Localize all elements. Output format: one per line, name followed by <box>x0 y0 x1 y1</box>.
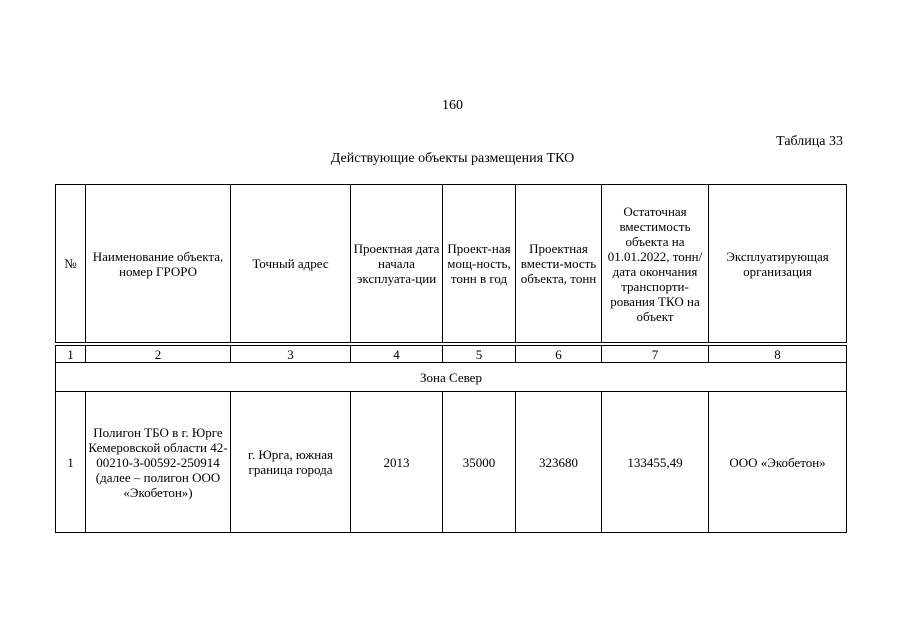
column-number-cell: 4 <box>351 346 443 363</box>
header-cell-name: Наименование объекта, номер ГРОРО <box>86 185 231 343</box>
facility-address: г. Юрга, южная граница города <box>231 392 351 533</box>
row-number: 1 <box>56 392 86 533</box>
zone-row <box>56 363 847 392</box>
table-caption: Действующие объекты размещения ТКО <box>330 151 575 166</box>
column-number-row <box>56 346 847 363</box>
column-number-cell: 6 <box>516 346 602 363</box>
header-cell-remaining: Остаточная вместимость объекта на 01.01.2022, тонн/дата окончания транспорти-рования ТКО на объект <box>602 185 709 343</box>
facility-start-date: 2013 <box>351 392 443 533</box>
header-cell-volume: Проектная вмести-мость объекта, тонн <box>516 185 602 343</box>
facility-operator: ООО «Экобетон» <box>709 392 847 533</box>
header-cell-address: Точный адрес <box>231 185 351 343</box>
table-number: Таблица 33 <box>776 134 843 149</box>
header-cell-number: № <box>56 185 86 343</box>
facility-volume: 323680 <box>516 392 602 533</box>
page-number: 160 <box>442 98 463 113</box>
column-number-cell: 8 <box>709 346 847 363</box>
zone-label: Зона Север <box>56 363 847 392</box>
facility-capacity: 35000 <box>443 392 516 533</box>
column-number-cell: 7 <box>602 346 709 363</box>
column-number-cell: 1 <box>56 346 86 363</box>
facility-remaining: 133455,49 <box>602 392 709 533</box>
column-number-cell: 5 <box>443 346 516 363</box>
header-cell-capacity: Проект-ная мощ-ность, тонн в год <box>443 185 516 343</box>
header-row <box>56 185 847 343</box>
table-row <box>56 392 847 533</box>
header-cell-start-date: Проектная дата начала эксплуата-ции <box>351 185 443 343</box>
column-number-cell: 3 <box>231 346 351 363</box>
header-cell-operator: Эксплуатирующая организация <box>709 185 847 343</box>
facility-name: Полигон ТБО в г. Юрге Кемеровской области 42-00210-З-00592-250914 (далее – полигон ООО «Экобетон») <box>86 392 231 533</box>
facilities-table <box>55 184 847 533</box>
column-number-cell: 2 <box>86 346 231 363</box>
